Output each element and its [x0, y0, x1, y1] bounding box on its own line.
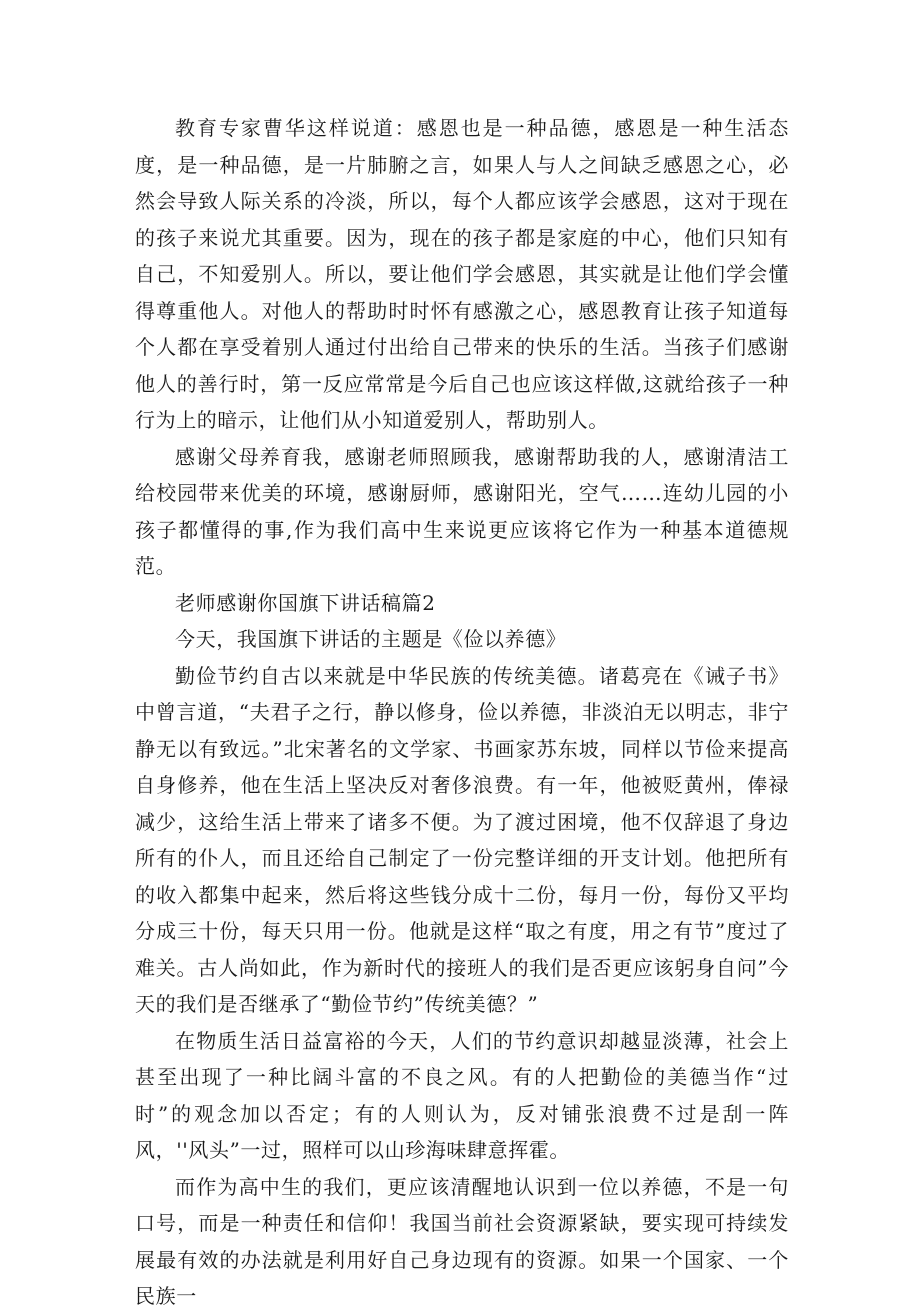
paragraph-thanks-list: 感谢父母养育我，感谢老师照顾我，感谢帮助我的人，感谢清洁工给校园带来优美的环境，感谢厨师，感谢阳光，空气……连幼儿园的小孩子都懂得的事,作为我们高中生来说更应该将它作为一种基本道德规范。	[135, 444, 789, 578]
paragraph-student-responsibility: 而作为高中生的我们，更应该清醒地认识到一位以养德，不是一句口号，而是一种责任和信仰！我国当前社会资源紧缺，要实现可持续发展最有效的办法就是利用好自己身边现有的资源。如果一个国家、一个民族一	[135, 1174, 789, 1308]
paragraph-frugality-history: 勤俭节约自古以来就是中华民族的传统美德。诸葛亮在《诫子书》中曾言道，“夫君子之行，静以修身，俭以养德，非淡泊无以明志，非宁静无以有致远。”北宋著名的文学家、书画家苏东坡，同样以节俭来提高自身修养，他在生活上坚决反对奢侈浪费。有一年，他被贬黄州，俸禄减少，这给生活上带来了诸多不便。为了渡过困境，他不仅辞退了身边所有的仆人，而且还给自己制定了一份完整详细的开支计划。他把所有的收入都集中起来，然后将这些钱分成十二份，每月一份，每份又平均分成三十份，每天只用一份。他就是这样“取之有度，用之有节”度过了难关。古人尚如此，作为新时代的接班人的我们是否更应该躬身自问”今天的我们是否继承了“勤俭节约”传统美德？”	[135, 663, 789, 1016]
paragraph-modern-waste: 在物质生活日益富裕的今天，人们的节约意识却越显淡薄，社会上甚至出现了一种比阔斗富的不良之风。有的人把勤俭的美德当作“过时”的观念加以否定；有的人则认为，反对铺张浪费不过是刮一阵风，''风头”一过，照样可以山珍海味肆意挥霍。	[135, 1028, 789, 1162]
speech-topic: 今天，我国旗下讲话的主题是《俭以养德》	[175, 627, 567, 651]
document-body	[135, 110, 789, 1315]
section-heading: 老师感谢你国旗下讲话稿篇2	[175, 590, 436, 615]
paragraph-gratitude-education: 教育专家曹华这样说道：感恩也是一种品德，感恩是一种生活态度，是一种品德，是一片肺腑之言，如果人与人之间缺乏感恩之心，必然会导致人际关系的冷淡，所以，每个人都应该学会感恩，这对于现在的孩子来说尤其重要。因为，现在的孩子都是家庭的中心，他们只知有自己，不知爱别人。所以，要让他们学会感恩，其实就是让他们学会懂得尊重他人。对他人的帮助时时怀有感激之心，感恩教育让孩子知道每个人都在享受着别人通过付出给自己带来的快乐的生活。当孩子们感谢他人的善行时，第一反应常常是今后自己也应该这样做,这就给孩子一种行为上的暗示，让他们从小知道爱别人，帮助别人。	[135, 116, 789, 432]
